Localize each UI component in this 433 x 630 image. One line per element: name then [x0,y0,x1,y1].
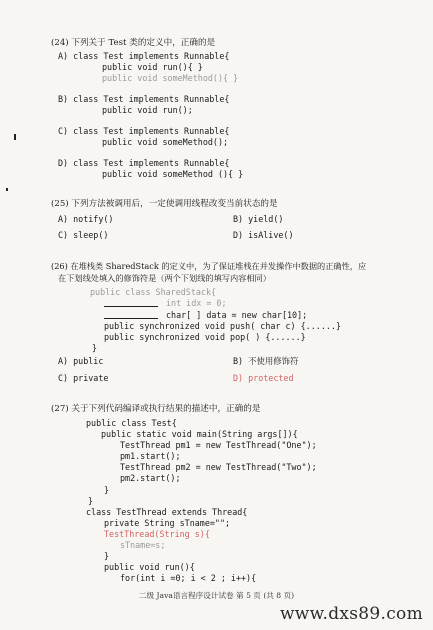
q26-option-d: D) protected [233,373,294,383]
q27-code-line3: TestThread pm1 = new TestThread("One"); [120,440,317,450]
q26-code-line1: public class SharedStack{ [90,287,217,297]
q26-blank-2 [104,318,158,319]
q24-option-a-line3: public void someMethod(){ } [102,73,239,83]
q27-code-line6: pm2.start(); [120,473,181,483]
q26-code-line5: public synchronized void pop( ) {......} [104,332,306,342]
q24-option-d-line2: public void someMethod (){ } [102,169,244,179]
q27-code-line12: sTname=s; [120,540,166,550]
page-footer: 二级 Java语言程序设计试卷 第 5 页 (共 8 页) [138,591,295,600]
q25-option-a: A) notify() [58,214,114,224]
q27-code-line9: class TestThread extends Thread{ [86,507,248,517]
q26-option-c: C) private [58,373,109,383]
q24-option-d-line1: D) class Test implements Runnable{ [58,158,230,168]
q24-stem: (24) 下列关于 Test 类的定义中，正确的是 [51,38,216,48]
q27-code-line7: } [104,485,110,495]
q27-code-line4: pm1.start(); [120,451,181,461]
q27-code-line15: for(int i =0; i < 2 ; i++){ [120,573,257,583]
q27-code-line1: public class Test{ [86,418,177,428]
q26-stem-line1: (26) 在堆栈类 SharedStack 的定义中，为了保证堆栈在并发操作中数据的正确性，应 [51,261,367,271]
q26-option-b: B) 不使用修饰符 [233,356,299,366]
q24-option-b-line1: B) class Test implements Runnable{ [58,94,230,104]
q26-code-line2: int idx = 0; [166,298,227,308]
q27-code-line2: public static void main(String args[]){ [101,429,298,439]
q27-code-line13: } [104,551,110,561]
q26-option-a: A) public [58,356,104,366]
q26-stem-line2: 在下划线处填入的修饰符是（两个下划线的填写内容相同） [58,273,271,283]
q26-blank-1 [104,306,158,307]
q25-stem: (25) 下列方法被调用后，一定使调用线程改变当前状态的是 [51,199,278,209]
q27-stem: (27) 关于下列代码编译或执行结果的描述中，正确的是 [51,404,261,414]
q24-option-b-line2: public void run(); [102,105,193,115]
q27-code-line8: } [88,496,94,506]
margin-mark [6,188,8,191]
q25-option-c: C) sleep() [58,230,109,240]
q26-code-line4: public synchronized void push( char c) {......} [104,321,341,331]
margin-mark [14,134,16,140]
q25-option-b: B) yield() [233,214,284,224]
q24-option-a-line2: public void run(){ } [102,62,203,72]
q27-code-line10: private String sTname=""; [104,518,231,528]
q24-option-c-line2: public void someMethod(); [102,137,229,147]
q26-code-line3: char[ ] data = new char[10]; [166,310,308,320]
q27-code-line11: TestThread(String s){ [104,529,210,539]
site-watermark: www.dxs89.com [279,604,423,624]
q27-code-line5: TestThread pm2 = new TestThread("Two"); [120,462,317,472]
q27-code-line14: public void run(){ [104,562,195,572]
q25-option-d: D) isAlive() [233,230,294,240]
q24-option-c-line1: C) class Test implements Runnable{ [58,126,230,136]
q24-option-a-line1: A) class Test implements Runnable{ [58,51,230,61]
q26-code-line6: } [92,343,98,353]
